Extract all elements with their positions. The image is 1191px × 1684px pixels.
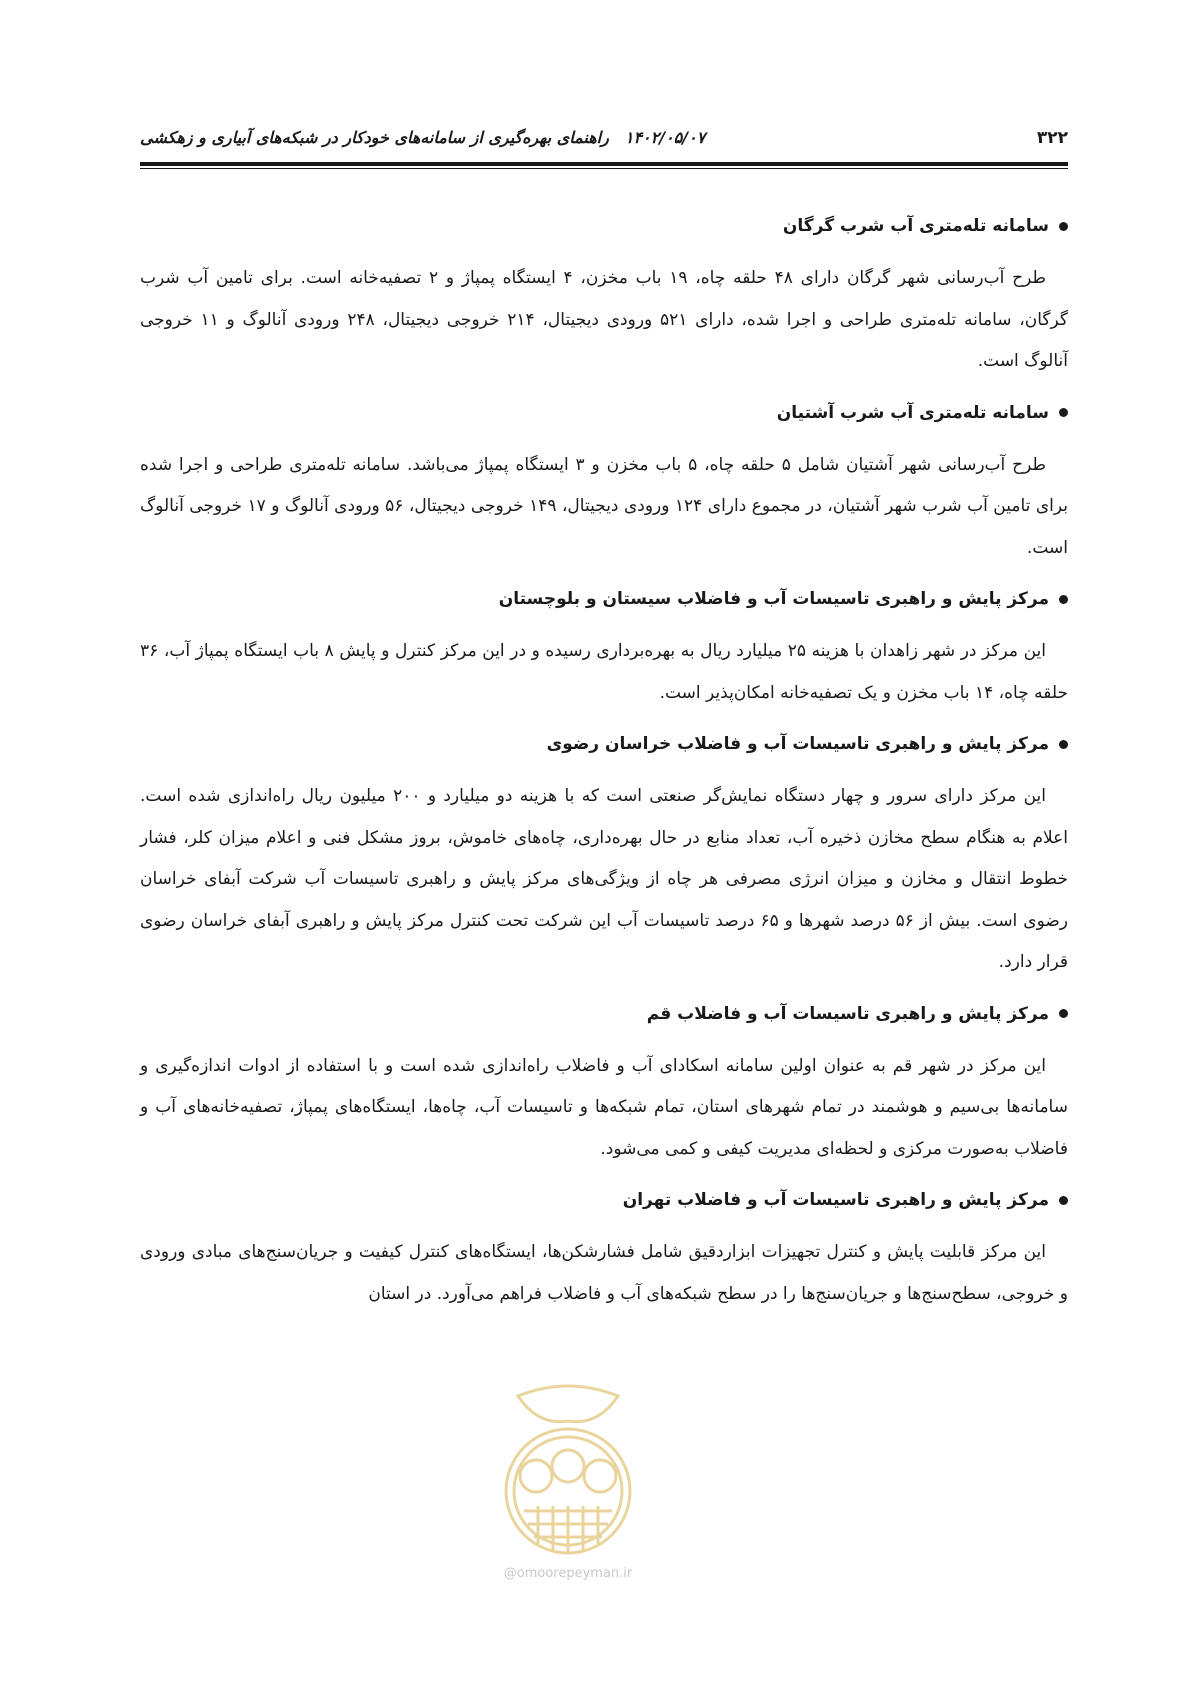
section — [140, 214, 1068, 383]
section-heading — [140, 214, 1068, 238]
section-paragraph: طرح آب‌رسانی شهر آشتیان شامل ۵ حلقه چاه، ۵ باب مخزن و ۳ ایستگاه پمپاژ می‌باشد. سامانه تله‌متری طراحی و اجرا شده برای تامین آب شرب شهر آشتیان، در مجموع دارای ۱۲۴ ورودی دیجیتال، ۱۴۹ خروجی دیجیتال، ۵۶ ورودی آنالوگ و ۱۷ خروجی آنالوگ است. — [140, 454, 1068, 558]
section-paragraph: این مرکز در شهر قم به عنوان اولین سامانه اسکادای آب و فاضلاب راه‌اندازی شده است و با استفاده از ادوات اندازه‌گیری و سامانه‌ها بی‌سیم و هوشمند در تمام شهرهای استان، تمام شبکه‌ها و تاسیسات آب، چاه‌ها، ایستگاه‌های پمپاژ، تصفیه‌خانه‌های آب و فاضلاب به‌صورت مرکزی و لحظه‌ای مدیریت کیفی و کمی می‌شود. — [140, 1055, 1068, 1159]
bullet-icon — [1059, 740, 1068, 749]
page-header — [140, 126, 1068, 162]
section — [140, 587, 1068, 714]
section-paragraph: این مرکز دارای سرور و چهار دستگاه نمایش‌گر صنعتی است که با هزینه دو میلیارد و ۲۰۰ میلیون ریال راه‌اندازی شده است. اعلام به هنگام سطح مخازن ذخیره آب، تعداد منابع در حال بهره‌داری، چاه‌های خاموش، بروز مشکل فنی و اعلام میزان کلر، فشار خطوط انتقال و مخازن و میزان انرژی مصرفی هر چاه از ویژگی‌های مرکز پایش و راهبری تاسیسات آب شرکت آبفای خراسان رضوی است. بیش از ۵۶ درصد شهرها و ۶۵ درصد تاسیسات آب این شرکت تحت کنترل مرکز پایش و راهبری آبفای خراسان رضوی قرار دارد. — [140, 786, 1068, 972]
page-number: ۳۲۲ — [1036, 128, 1068, 148]
section-heading-text: مرکز پایش و راهبری تاسیسات آب و فاضلاب قم — [646, 1003, 1049, 1024]
section-heading — [140, 732, 1068, 756]
header-rule — [140, 162, 1068, 169]
section-paragraph: این مرکز در شهر زاهدان با هزینه ۲۵ میلیارد ریال به بهره‌برداری رسیده و در این مرکز کنترل و پایش ۸ باب ایستگاه پمپاژ آب، ۳۶ حلقه چاه، ۱۴ باب مخزن و یک تصفیه‌خانه امکان‌پذیر است. — [140, 641, 1068, 703]
header-title: راهنمای بهره‌گیری از سامانه‌های خودکار در شبکه‌های آبیاری و زهکشی — [140, 128, 609, 147]
section-heading-text: سامانه تله‌متری آب شرب آشتیان — [776, 402, 1049, 423]
bullet-icon — [1059, 595, 1068, 604]
section-heading-text: مرکز پایش و راهبری تاسیسات آب و فاضلاب سیستان و بلوچستان — [498, 589, 1049, 609]
page-content — [140, 214, 1068, 1333]
section-heading — [140, 401, 1068, 425]
bullet-icon — [1059, 408, 1068, 417]
section-heading — [140, 1188, 1068, 1212]
section-paragraph: طرح آب‌رسانی شهر گرگان دارای ۴۸ حلقه چاه، ۱۹ باب مخزن، ۴ ایستگاه پمپاژ و ۲ تصفیه‌خانه است. برای تامین آب شرب گرگان، سامانه تله‌متری طراحی و اجرا شده، دارای ۵۲۱ ورودی دیجیتال، ۲۱۴ خروجی دیجیتال، ۲۴۸ ورودی آنالوگ و ۱۱ خروجی آنالوگ است. — [140, 268, 1068, 371]
section-heading — [140, 587, 1068, 611]
bullet-icon — [1059, 1009, 1068, 1018]
watermark-logo — [488, 1376, 648, 1586]
header-date: ۱۴۰۲/۰۵/۰۷ — [624, 128, 706, 147]
bullet-icon — [1059, 222, 1068, 231]
section-heading-text: مرکز پایش و راهبری تاسیسات آب و فاضلاب تهران — [622, 1190, 1049, 1210]
section-heading-text: مرکز پایش و راهبری تاسیسات آب و فاضلاب خراسان رضوی — [546, 734, 1049, 754]
running-title — [140, 128, 705, 147]
section — [140, 1002, 1068, 1171]
section — [140, 732, 1068, 984]
watermark-emblem-icon — [488, 1376, 648, 1566]
bullet-icon — [1059, 1196, 1068, 1205]
section — [140, 1188, 1068, 1315]
section-heading — [140, 1002, 1068, 1026]
watermark-text: @omoorepeyman.ir — [503, 1566, 633, 1581]
section-paragraph: این مرکز قابلیت پایش و کنترل تجهیزات ابزاردقیق شامل فشارشکن‌ها، ایستگاه‌های کنترل کیفیت و جریان‌سنج‌های مبادی ورودی و خروجی، سطح‌سنج‌ها و جریان‌سنج‌ها را در سطح شبکه‌های آب و فاضلاب فراهم می‌آورد. در استان — [140, 1242, 1068, 1304]
section-heading-text: سامانه تله‌متری آب شرب گرگان — [782, 216, 1049, 236]
section — [140, 401, 1068, 570]
